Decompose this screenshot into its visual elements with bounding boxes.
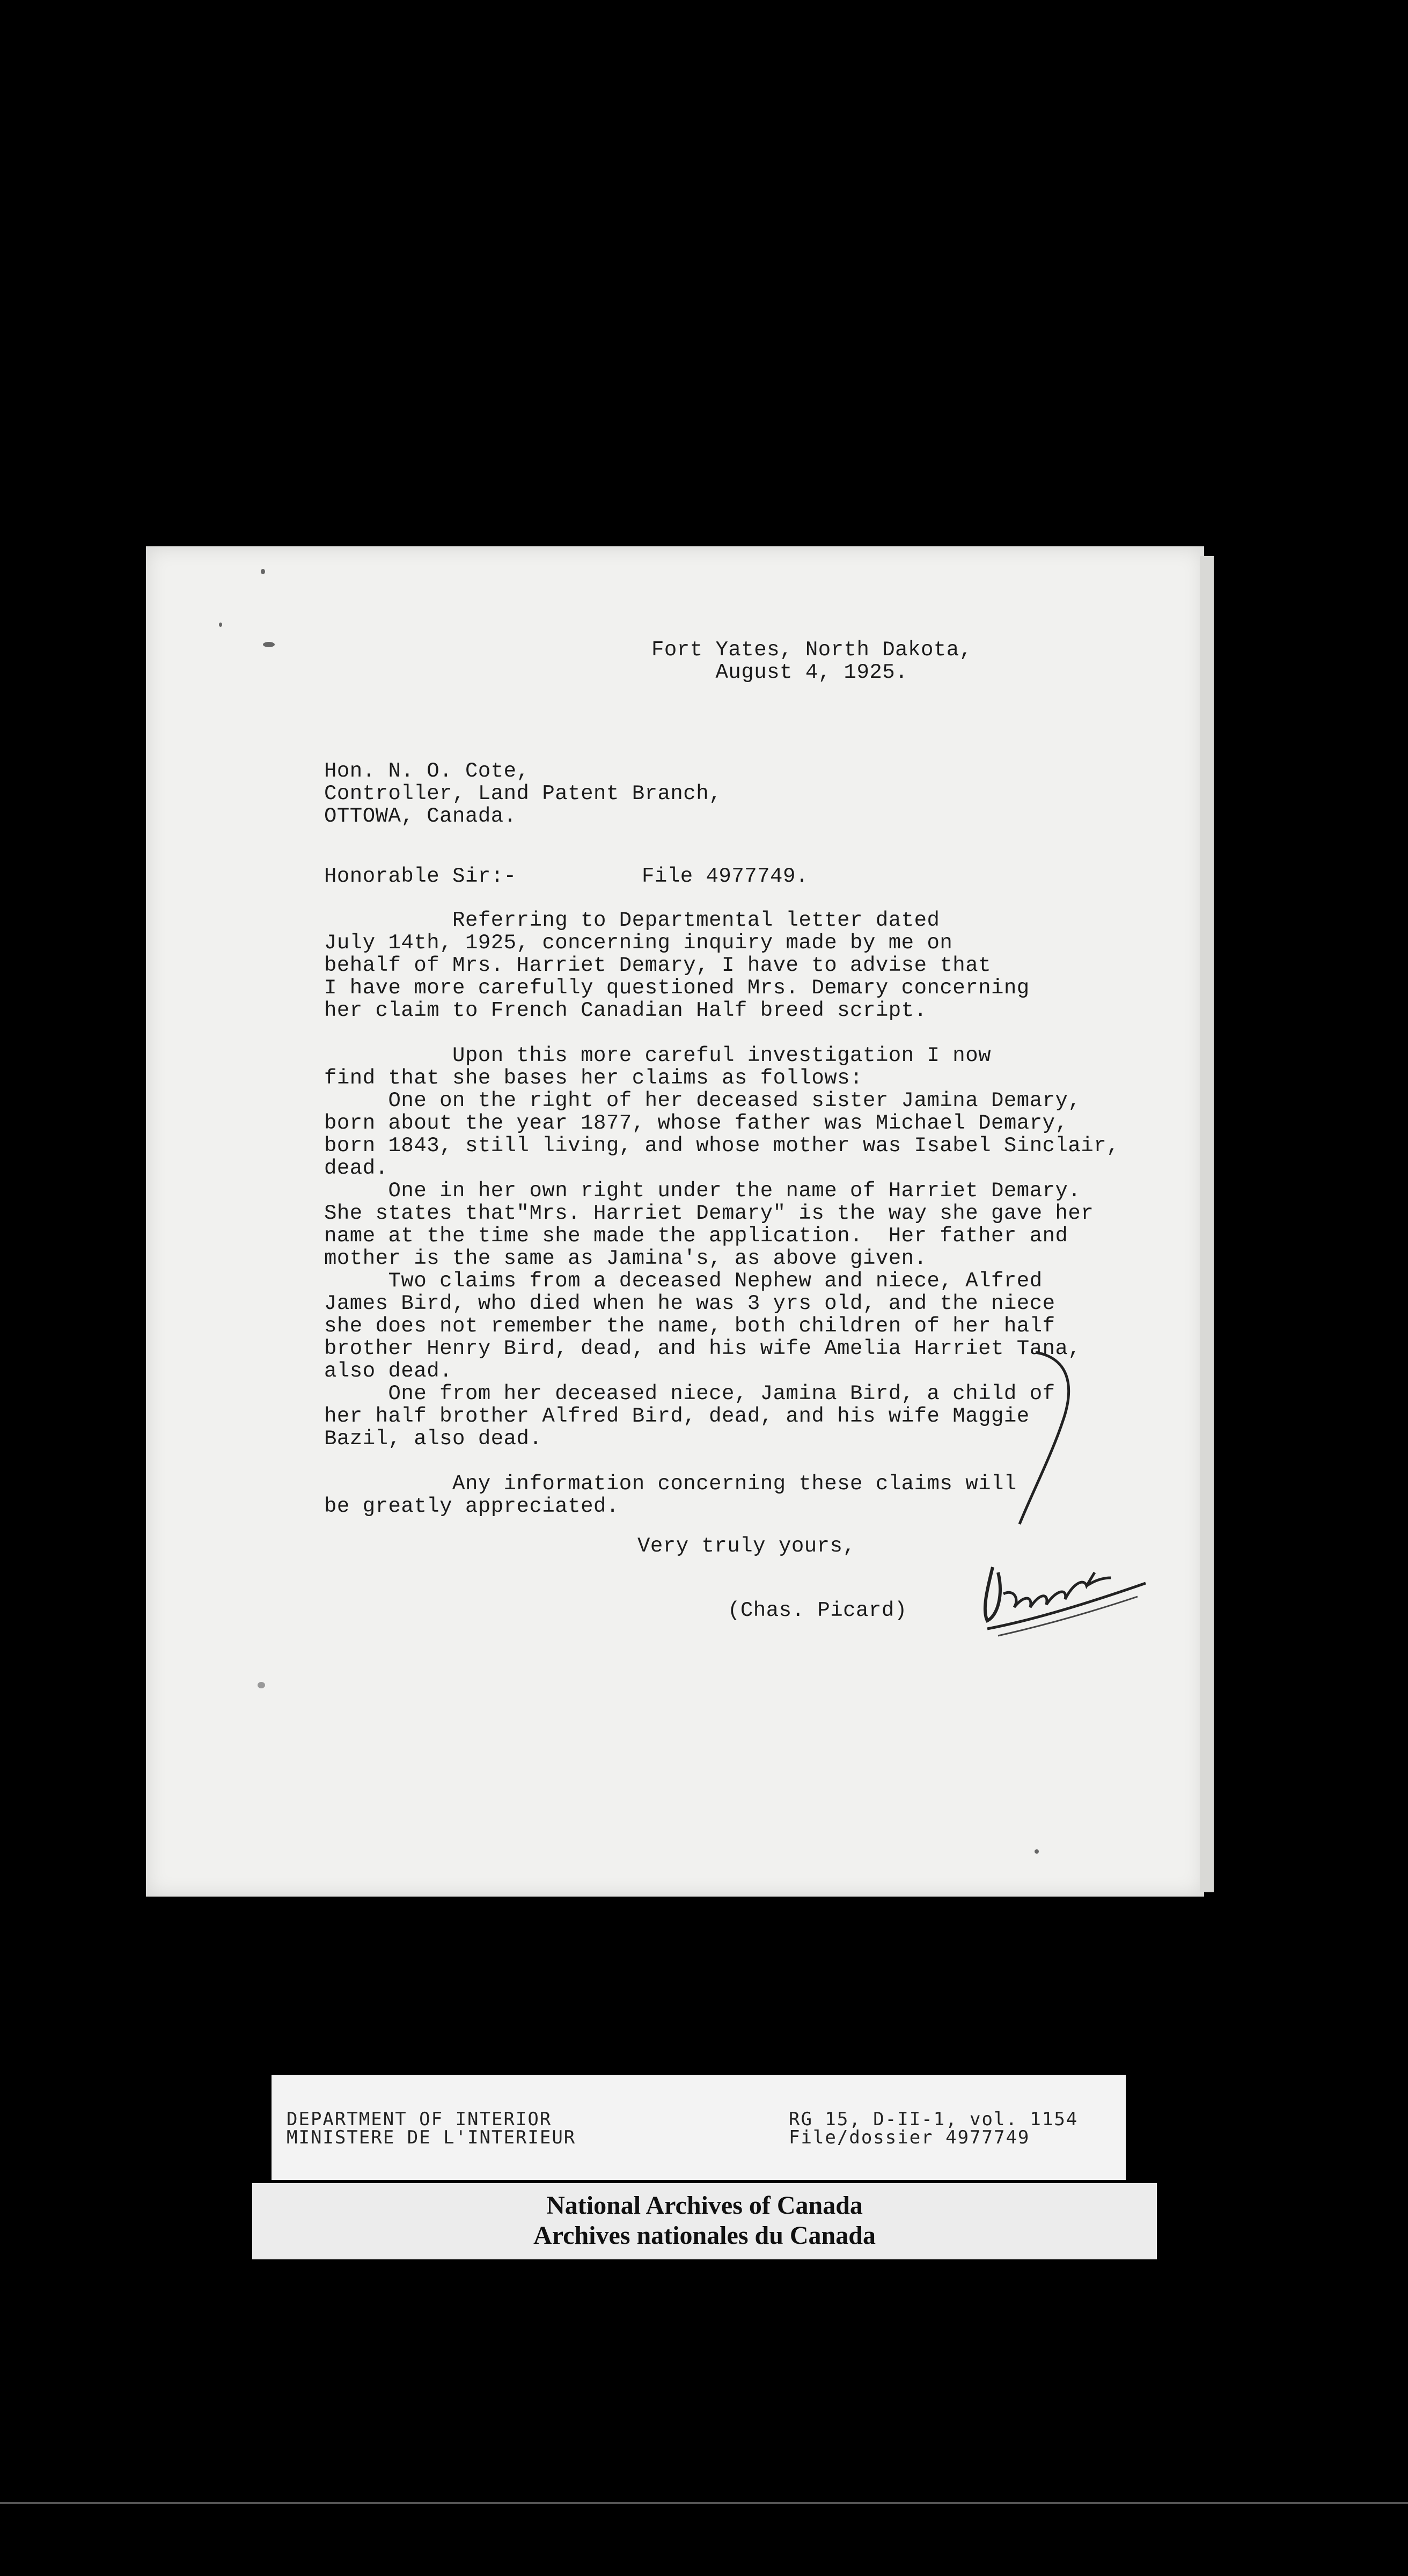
body-line (324, 1022, 1119, 1044)
body-line: born about the year 1877, whose father was Michael Demary, (324, 1111, 1068, 1135)
body-line: Any information concerning these claims will (324, 1472, 1017, 1496)
body-line: she does not remember the name, both children of her half (324, 1314, 1055, 1338)
body-line: dead. (324, 1157, 388, 1180)
body-line: Referring to Departmental letter dated (324, 909, 940, 932)
body-line: behalf of Mrs. Harriet Demary, I have to advise that (324, 954, 991, 977)
body-line: brother Henry Bird, dead, and his wife Amelia Harriet Tana, (324, 1337, 1081, 1360)
paper-speck (258, 1682, 265, 1688)
paper-speck (1035, 1849, 1039, 1854)
body-line: born 1843, still living, and whose mother was Isabel Sinclair, (324, 1134, 1120, 1158)
heading-date: August 4, 1925. (651, 661, 908, 684)
body-line: her claim to French Canadian Half breed script. (324, 999, 927, 1022)
body-line: One in her own right under the name of Harriet Demary. (324, 1179, 1081, 1203)
salutation: Honorable Sir:- (324, 865, 517, 888)
department-fr: MINISTERE DE L'INTERIEUR (287, 2127, 576, 2148)
archives-banner (252, 2183, 1157, 2259)
recipient-address (324, 760, 722, 828)
body-line: I have more carefully questioned Mrs. Demary concerning (324, 976, 1030, 1000)
paper-speck (261, 569, 265, 574)
address-line: Controller, Land Patent Branch, (324, 782, 722, 806)
address-line: Hon. N. O. Cote, (324, 759, 530, 783)
department-en: DEPARTMENT OF INTERIOR (287, 2109, 552, 2130)
body-line: also dead. (324, 1359, 453, 1383)
body-line: her half brother Alfred Bird, dead, and his wife Maggie (324, 1404, 1030, 1428)
paper-speck (263, 642, 275, 647)
heading-place: Fort Yates, North Dakota, (651, 638, 972, 662)
handwritten-signature (960, 1342, 1154, 1642)
address-line: OTTOWA, Canada. (324, 804, 517, 828)
department-name (287, 2110, 576, 2147)
body-line: Two claims from a deceased Nephew and niece, Alfred (324, 1269, 1043, 1293)
file-number: File 4977749. (642, 865, 809, 888)
body-line: name at the time she made the application. Her father and (324, 1224, 1068, 1248)
letter-heading (651, 639, 972, 684)
paper-speck (219, 623, 222, 627)
body-line: Bazil, also dead. (324, 1427, 542, 1451)
archives-name-en: National Archives of Canada (546, 2191, 863, 2220)
body-line: find that she bases her claims as follows: (324, 1066, 863, 1090)
body-line: One from her deceased niece, Jamina Bird, a child of (324, 1382, 1055, 1406)
body-line: One on the right of her deceased sister Jamina Demary, (324, 1089, 1081, 1113)
body-line: be greatly appreciated. (324, 1495, 619, 1518)
closing: Very truly yours, (637, 1534, 856, 1558)
body-line: July 14th, 1925, concerning inquiry made by me on (324, 931, 953, 955)
reference-number: RG 15, D-II-1, vol. 1154 (789, 2109, 1079, 2130)
body-line: Upon this more careful investigation I now (324, 1044, 991, 1067)
archive-reference (789, 2110, 1078, 2147)
typed-signature-name: (Chas. Picard) (728, 1599, 907, 1622)
body-line: mother is the same as Jamina's, as above given. (324, 1247, 927, 1270)
body-line: James Bird, who died when he was 3 yrs old, and the niece (324, 1292, 1055, 1315)
file-dossier-number: File/dossier 4977749 (789, 2127, 1030, 2148)
page-edge-shadow (1200, 556, 1214, 1892)
scan-edge-line (0, 2502, 1408, 2504)
body-line: She states that"Mrs. Harriet Demary" is the way she gave her (324, 1202, 1094, 1225)
archives-name-fr: Archives nationales du Canada (533, 2221, 876, 2250)
